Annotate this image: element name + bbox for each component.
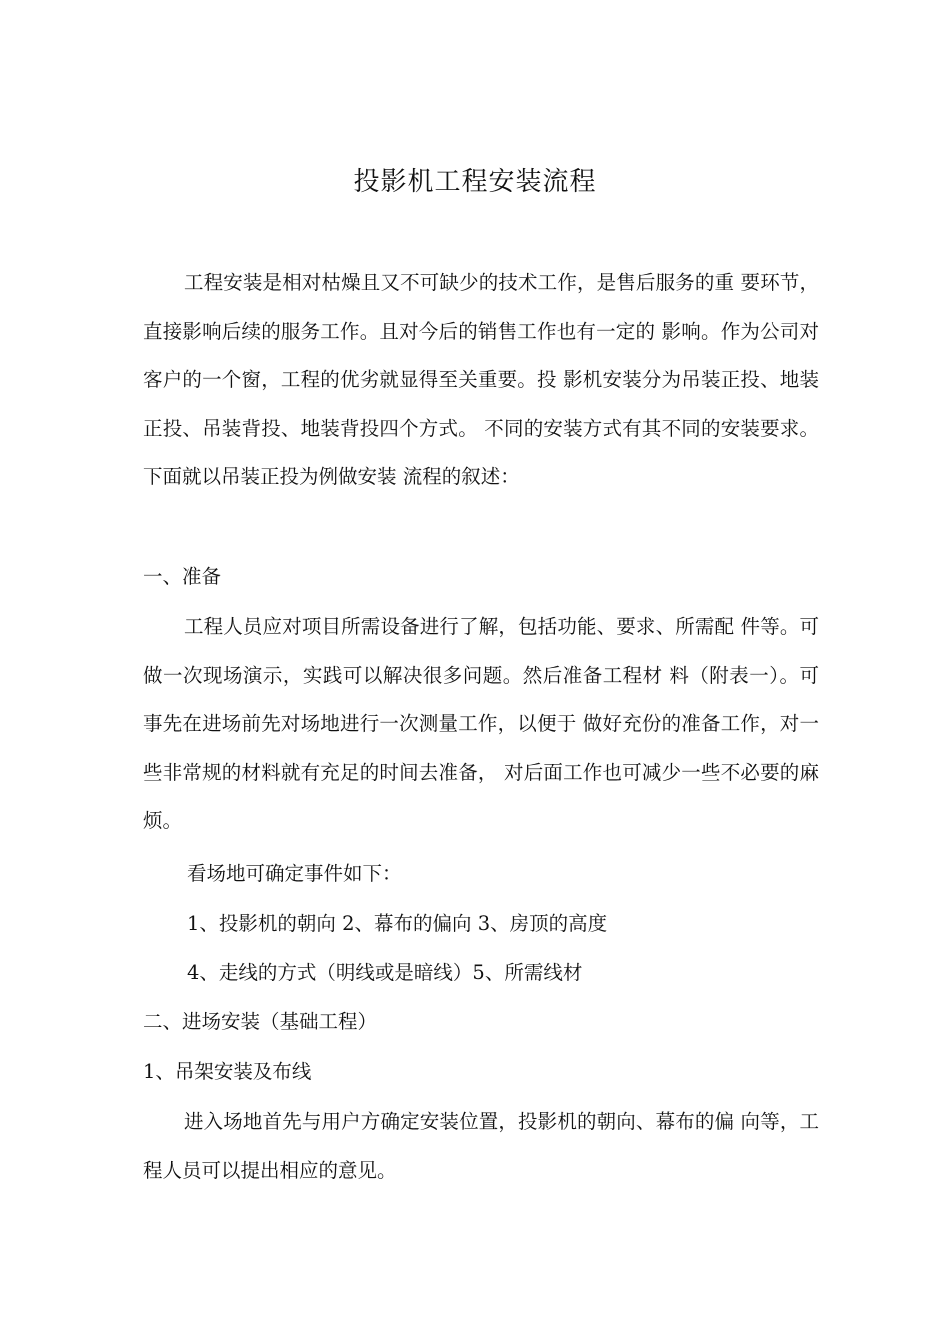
section-heading-installation: 二、进场安装（基础工程）: [143, 1010, 378, 1033]
preparation-paragraph: 工程人员应对项目所需设备进行了解，包括功能、要求、所需配 件等。可做一次现场演示，实践可以解决很多问题。然后准备工程材 料（附表一）。可事先在进场前先对场地进行一次测量工作，以便于 做好充份的准备工作，对一些非常规的材料就有充足的时间去准备， 对后面工作也可减少一些不必要的麻烦。: [143, 615, 819, 832]
bracket-paragraph: 进入场地首先与用户方确定安装位置，投影机的朝向、幕布的偏 向等，工程人员可以提出相应的意见。: [143, 1110, 819, 1182]
section-heading-preparation: 一、准备: [143, 565, 222, 588]
site-check-list-line-1: 1、投影机的朝向 2、幕布的偏向 3、房顶的高度: [187, 912, 608, 935]
site-check-list-line-2: 4、走线的方式（明线或是暗线）5、所需线材: [187, 961, 583, 984]
subsection-heading-bracket: 1、吊架安装及布线: [143, 1060, 312, 1083]
site-check-intro: 看场地可确定事件如下：: [187, 862, 402, 885]
intro-paragraph: 工程安装是相对枯燥且又不可缺少的技术工作，是售后服务的重 要环节，直接影响后续的服务工作。且对今后的销售工作也有一定的 影响。作为公司对客户的一个窗，工程的优劣就显得至关重要。投 影机安装分为吊装正投、地装正投、吊装背投、地装背投四个方式。 不同的安装方式有其不同的安装要求。下面就以吊装正投为例做安装 流程的叙述：: [143, 271, 819, 488]
document-title: 投影机工程安装流程: [353, 167, 597, 197]
